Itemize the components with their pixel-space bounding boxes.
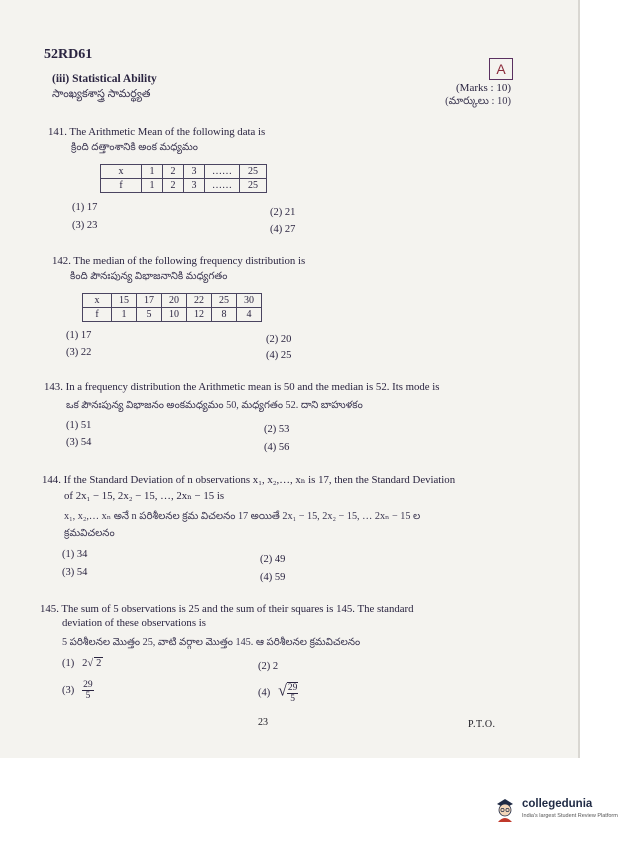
pto-label: P.T.O. xyxy=(468,719,496,730)
question-144-telugu-line2: క్రమవిచలనం xyxy=(64,528,115,539)
square-root-sign: √ xyxy=(278,682,287,700)
table-cell: f xyxy=(101,179,142,193)
option-2: (2) 2 xyxy=(258,661,279,672)
marks-label-telugu: (మార్కులు : 10) xyxy=(445,96,511,107)
table-cell: 1 xyxy=(112,308,137,322)
radicand: 2 xyxy=(96,658,102,669)
option-1: (1) 17 xyxy=(72,202,98,213)
table-cell: f xyxy=(83,308,112,322)
option-2: (2) 20 xyxy=(266,334,292,345)
coefficient: 2 xyxy=(82,658,88,669)
option-2: (2) 49 xyxy=(260,554,286,565)
table-cell: 22 xyxy=(187,294,212,308)
question-142: 142. The median of the following frequency distribution is xyxy=(52,255,306,267)
q141-frequency-table xyxy=(100,164,267,193)
question-145-line2: deviation of these observations is xyxy=(62,617,206,629)
denominator: 5 xyxy=(85,691,91,701)
table-cell: 12 xyxy=(187,308,212,322)
table-cell: 4 xyxy=(237,308,262,322)
option-4: (4) 59 xyxy=(260,572,286,583)
table-cell: 20 xyxy=(162,294,187,308)
table-cell: 3 xyxy=(184,165,205,179)
paper-set-letter: A xyxy=(489,58,513,80)
paper-code: 52RD61 xyxy=(44,47,93,62)
table-cell: 1 xyxy=(142,179,163,193)
question-145: 145. The sum of 5 observations is 25 and the sum of their squares is 145. The standard xyxy=(40,603,414,615)
numerator: 29 xyxy=(83,680,93,690)
question-143-telugu: ఒక పౌనఃపున్య విభాజనం అంకమధ్యమం 50, మధ్యగతం 52. దాని బాహుళకం xyxy=(66,400,363,411)
question-141: 141. The Arithmetic Mean of the following data is xyxy=(48,126,266,138)
option-1: (1) 34 xyxy=(62,549,88,560)
marks-label: (Marks : 10) xyxy=(456,82,511,94)
question-144: 144. If the Standard Deviation of n observations x₁, x₂,…, xₙ is 17, then the Standard Deviation xyxy=(42,474,456,486)
table-cell: 25 xyxy=(212,294,237,308)
table-cell: 5 xyxy=(137,308,162,322)
question-142-telugu: కింది పౌనఃపున్య విభాజనానికి మధ్యగతం xyxy=(70,271,228,282)
page-number: 23 xyxy=(258,717,268,728)
option-3: (3) 54 xyxy=(66,437,92,448)
fraction xyxy=(82,680,94,701)
option-1: (1) 17 xyxy=(66,330,92,341)
fraction xyxy=(287,682,299,704)
section-title: (iii) Statistical Ability xyxy=(52,73,157,85)
option-label: (1) xyxy=(62,658,75,669)
table-cell: 2 xyxy=(163,179,184,193)
table-cell: 8 xyxy=(212,308,237,322)
option-4: (4) 27 xyxy=(270,224,296,235)
question-144-line2: of 2x₁ − 15, 2x₂ − 15, …, 2xₙ − 15 is xyxy=(64,490,225,502)
question-144-telugu: x₁, x₂,… xₙ అనే n పరిశీలనల క్రమ విచలనం 17 అయితే 2x₁ − 15, 2x₂ − 15, … 2xₙ − 15 ల xyxy=(64,511,421,522)
option-2: (2) 21 xyxy=(270,207,296,218)
question-143: 143. In a frequency distribution the Arithmetic mean is 50 and the median is 52. Its mode is xyxy=(44,381,440,393)
option-label: (3) xyxy=(62,684,75,696)
option-3: (3) 23 xyxy=(72,220,98,231)
table-cell: 1 xyxy=(142,165,163,179)
table-cell: 30 xyxy=(237,294,262,308)
table-cell: 3 xyxy=(184,179,205,193)
option-label: (4) xyxy=(258,687,271,699)
option-3: (3) 22 xyxy=(66,347,92,358)
table-cell: 17 xyxy=(137,294,162,308)
table-cell: x xyxy=(83,294,112,308)
table-cell: …… xyxy=(205,179,240,193)
q142-frequency-table xyxy=(82,293,262,322)
table-cell: 10 xyxy=(162,308,187,322)
option-4 xyxy=(258,682,298,704)
table-cell: …… xyxy=(205,165,240,179)
option-1: (1) 2√ 2 xyxy=(62,658,102,669)
section-title-telugu: సాంఖ్యకశాస్త్ర సామర్థ్యత xyxy=(52,88,151,100)
table-cell: 25 xyxy=(240,165,267,179)
table-cell: 25 xyxy=(240,179,267,193)
option-4: (4) 56 xyxy=(264,442,290,453)
table-cell: 2 xyxy=(163,165,184,179)
option-2: (2) 53 xyxy=(264,424,290,435)
numerator: 29 xyxy=(287,683,298,693)
brand-tagline: India's largest Student Review Platform xyxy=(522,813,618,819)
table-cell: x xyxy=(101,165,142,179)
option-4: (4) 25 xyxy=(266,350,292,361)
question-145-telugu: 5 పరిశీలనల మొత్తం 25, వాటి వర్గాల మొత్తం 145. ఆ పరిశీలనల క్రమవిచలనం xyxy=(62,637,361,648)
table-cell: 15 xyxy=(112,294,137,308)
option-1: (1) 51 xyxy=(66,420,92,431)
student-avatar-icon xyxy=(494,796,516,822)
question-141-telugu: క్రింది దత్తాంశానికి అంక మధ్యమం xyxy=(71,142,198,153)
brand-name: collegedunia xyxy=(522,798,593,810)
denominator: 5 xyxy=(290,694,296,704)
option-3: (3) 54 xyxy=(62,567,88,578)
option-3 xyxy=(62,680,94,701)
